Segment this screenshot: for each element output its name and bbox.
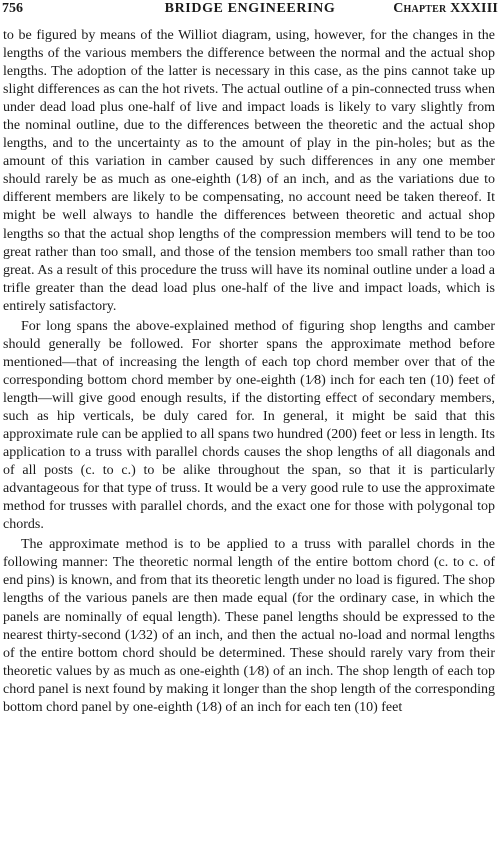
paragraph-approximate-method: The approximate method is to be applied to a truss with parallel chords in the following manner: The theoretic normal length of the entire bottom chord (c. to c. of end pins) is known, and from that its theoretic length under no load is figured. The shop lengths of the various panels are then made equal (for the ordinary case, in which the panels are nominally of equal length). These panel lengths should be expressed to the nearest thirty-second (1⁄32) of an inch, and then the actual no-load and normal lengths of the entire bottom chord should be determined. These should rarely vary from their theoretic values by as much as one-eighth (1⁄8) of an inch. The shop length of each top chord panel is next found by making it longer than the shop length of the corresponding bottom chord panel by one-eighth (1⁄8) of an inch for each ten (10) feet: [3, 537, 495, 715]
paragraph-long-spans: For long spans the above-explained method of figuring shop lengths and camber should generally be followed. For shorter spans the approximate method before mentioned—that of increasing the length of each top chord member over that of the corresponding bottom chord member by one-eighth (1⁄8) inch for each ten (10) feet of length—will give good enough results, if the distorting effect of secondary members, such as hip verticals, be duly cared for. In general, it might be said that this approximate rule can be applied to all spans two hundred (200) feet or less in length. Its application to a truss with parallel chords causes the shop lengths of all diagonals and of all posts (c. to c.) to be alike throughout the span, so that it is particularly advantageous for that type of truss. It would be a very good rule to use the approximate method for trusses with parallel chords, and the exact one for those with polygonal top chords.: [3, 318, 495, 533]
running-title: BRIDGE ENGINEERING: [164, 1, 336, 16]
paragraph-continued: to be figured by means of the Williot diagram, using, however, for the changes in the lengths of the various members the difference between the normal and the actual shop lengths. The adoption of the latter is necessary in this case, as the pins cannot take up slight differences as can the hot rivets. The actual outline of a pin-connected truss when under dead load plus one-half of live and impact loads is likely to vary slightly from the nominal outline, due to the differences between the theoretic and the actual shop lengths, and to the uncertainty as to the amount of play in the pin-holes; but as the amount of this variation in camber caused by such differences in any one member should rarely be as much as one-eighth (1⁄8) of an inch, and as the variations due to different members are likely to be compensating, no account need be taken thereof. It might be well always to handle the differences between theoretic and actual shop lengths so that the actual shop lengths of the compression members will tend to be too great rather than too small, and those of the tension members too small rather than too great. As a result of this procedure the truss will have its nominal outline under a load a trifle greater than the dead load plus one-half of the live and impact loads, which is entirely satisfactory.: [3, 28, 495, 314]
body-text: [3, 27, 495, 719]
running-header: [2, 0, 498, 18]
page-number: 756: [2, 1, 23, 16]
chapter-label: Chapter XXXIII: [393, 1, 498, 16]
